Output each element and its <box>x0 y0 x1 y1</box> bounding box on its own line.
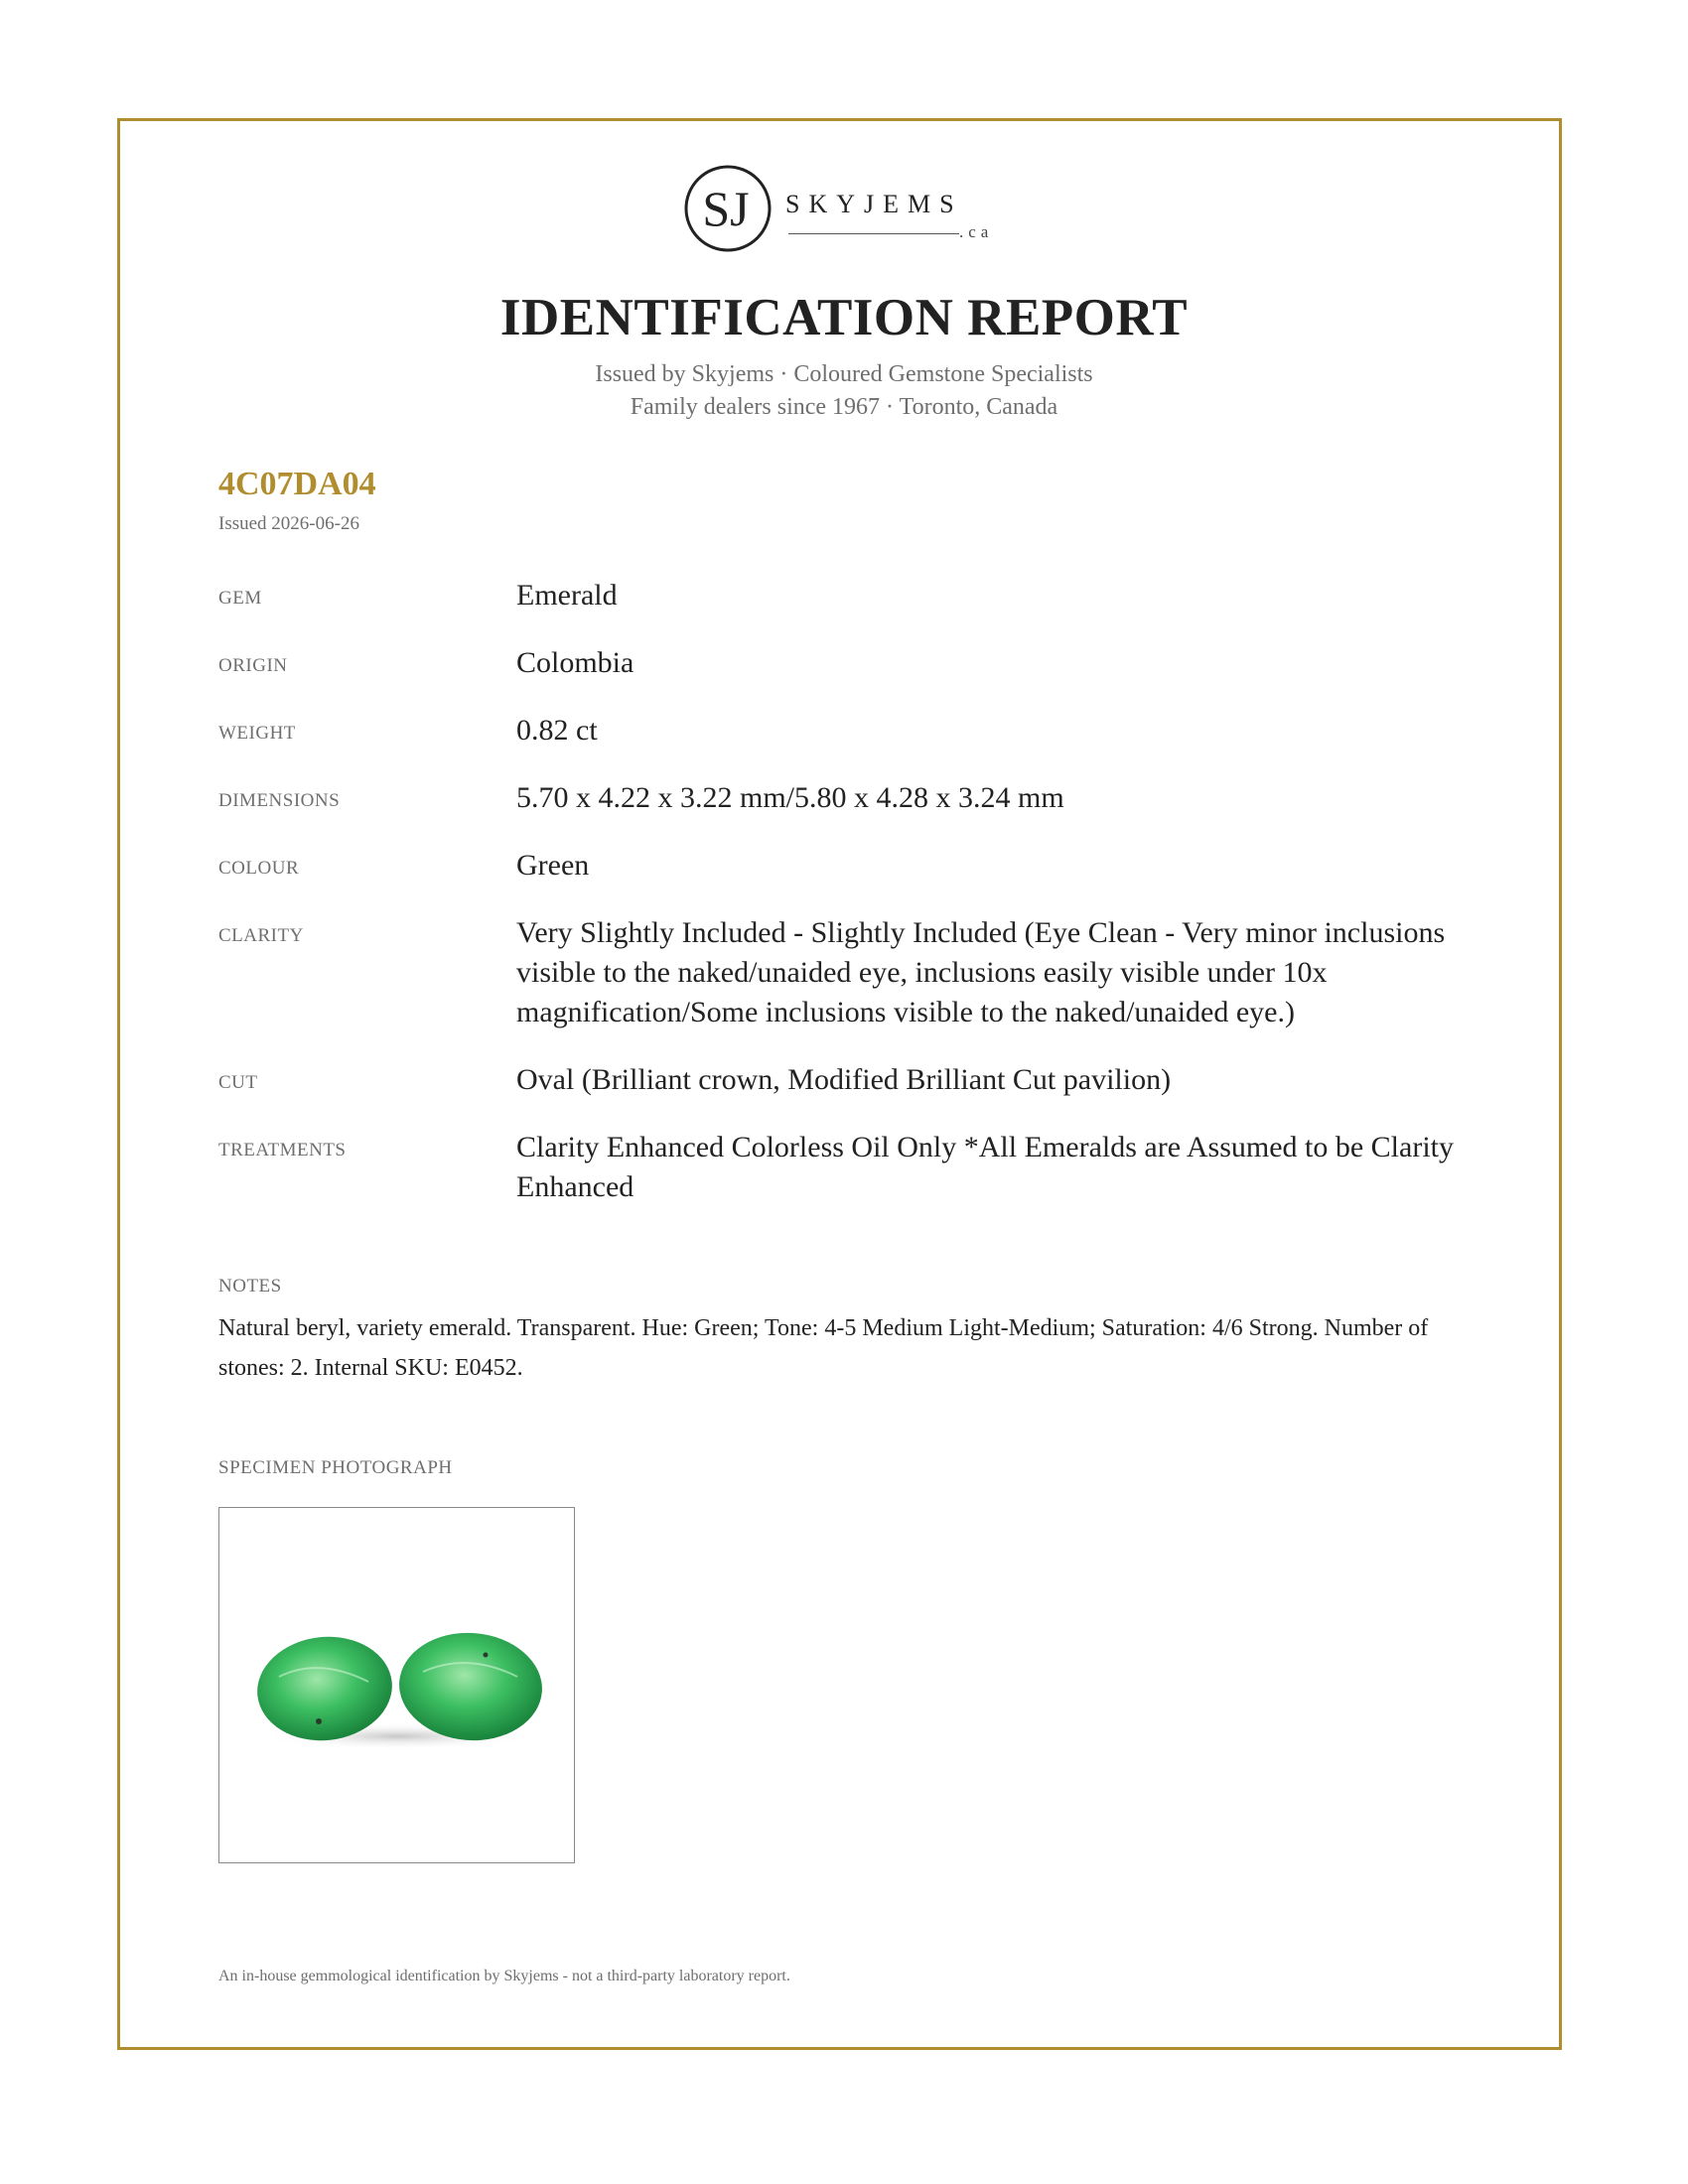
field-value: Oval (Brilliant crown, Modified Brilliant Cut pavilion) <box>516 1063 1172 1096</box>
field-label: COLOUR <box>218 858 300 879</box>
issue-date: Issued 2026-06-26 <box>218 513 359 534</box>
field-value: Very Slightly Included - Slightly Included (Eye Clean - Very minor inclusions visible to the naked/unaided eye, inclusions easily visible under 10x magnification/Some inclusions visible to the naked/unaided eye.) <box>516 916 1446 1028</box>
field-value: Green <box>516 849 590 882</box>
specimen-photo <box>218 1507 575 1863</box>
notes-text: Natural beryl, variety emerald. Transparent. Hue: Green; Tone: 4-5 Medium Light-Medium; Saturation: 4/6 Strong. Number of stones: 2. Internal SKU: E0452. <box>218 1315 1429 1381</box>
emerald-pair-image <box>219 1508 573 1861</box>
field-value: Clarity Enhanced Colorless Oil Only *All Emeralds are Assumed to be Clarity Enhanced <box>516 1131 1454 1203</box>
skyjems-logo <box>683 164 1011 263</box>
notes-label: NOTES <box>218 1276 282 1297</box>
field-value: Colombia <box>516 646 634 679</box>
brand-name: SKYJEMS <box>785 190 963 218</box>
field-value: Emerald <box>516 579 618 612</box>
sj-monogram-icon <box>683 164 773 253</box>
brand-underline <box>788 233 959 234</box>
field-label: WEIGHT <box>218 723 296 744</box>
field-label: GEM <box>218 588 262 609</box>
field-label: CLARITY <box>218 925 304 946</box>
field-label: DIMENSIONS <box>218 790 341 811</box>
field-label: CUT <box>218 1072 258 1093</box>
subtitle-location: Family dealers since 1967 · Toronto, Canada <box>630 394 1058 420</box>
field-label: TREATMENTS <box>218 1140 347 1160</box>
report-id: 4C07DA04 <box>218 466 376 502</box>
photo-label: SPECIMEN PHOTOGRAPH <box>218 1457 453 1478</box>
subtitle-issuer: Issued by Skyjems · Coloured Gemstone Specialists <box>595 361 1093 387</box>
footer-disclaimer: An in-house gemmological identification by Skyjems - not a third-party laboratory report. <box>218 1968 790 1984</box>
page-title: IDENTIFICATION REPORT <box>499 289 1189 346</box>
field-value: 0.82 ct <box>516 714 598 747</box>
field-value: 5.70 x 4.22 x 3.22 mm/5.80 x 4.28 x 3.24 mm <box>516 781 1064 814</box>
brand-suffix: .ca <box>959 222 994 241</box>
svg-text:SJ: SJ <box>702 181 750 236</box>
field-label: ORIGIN <box>218 655 288 676</box>
